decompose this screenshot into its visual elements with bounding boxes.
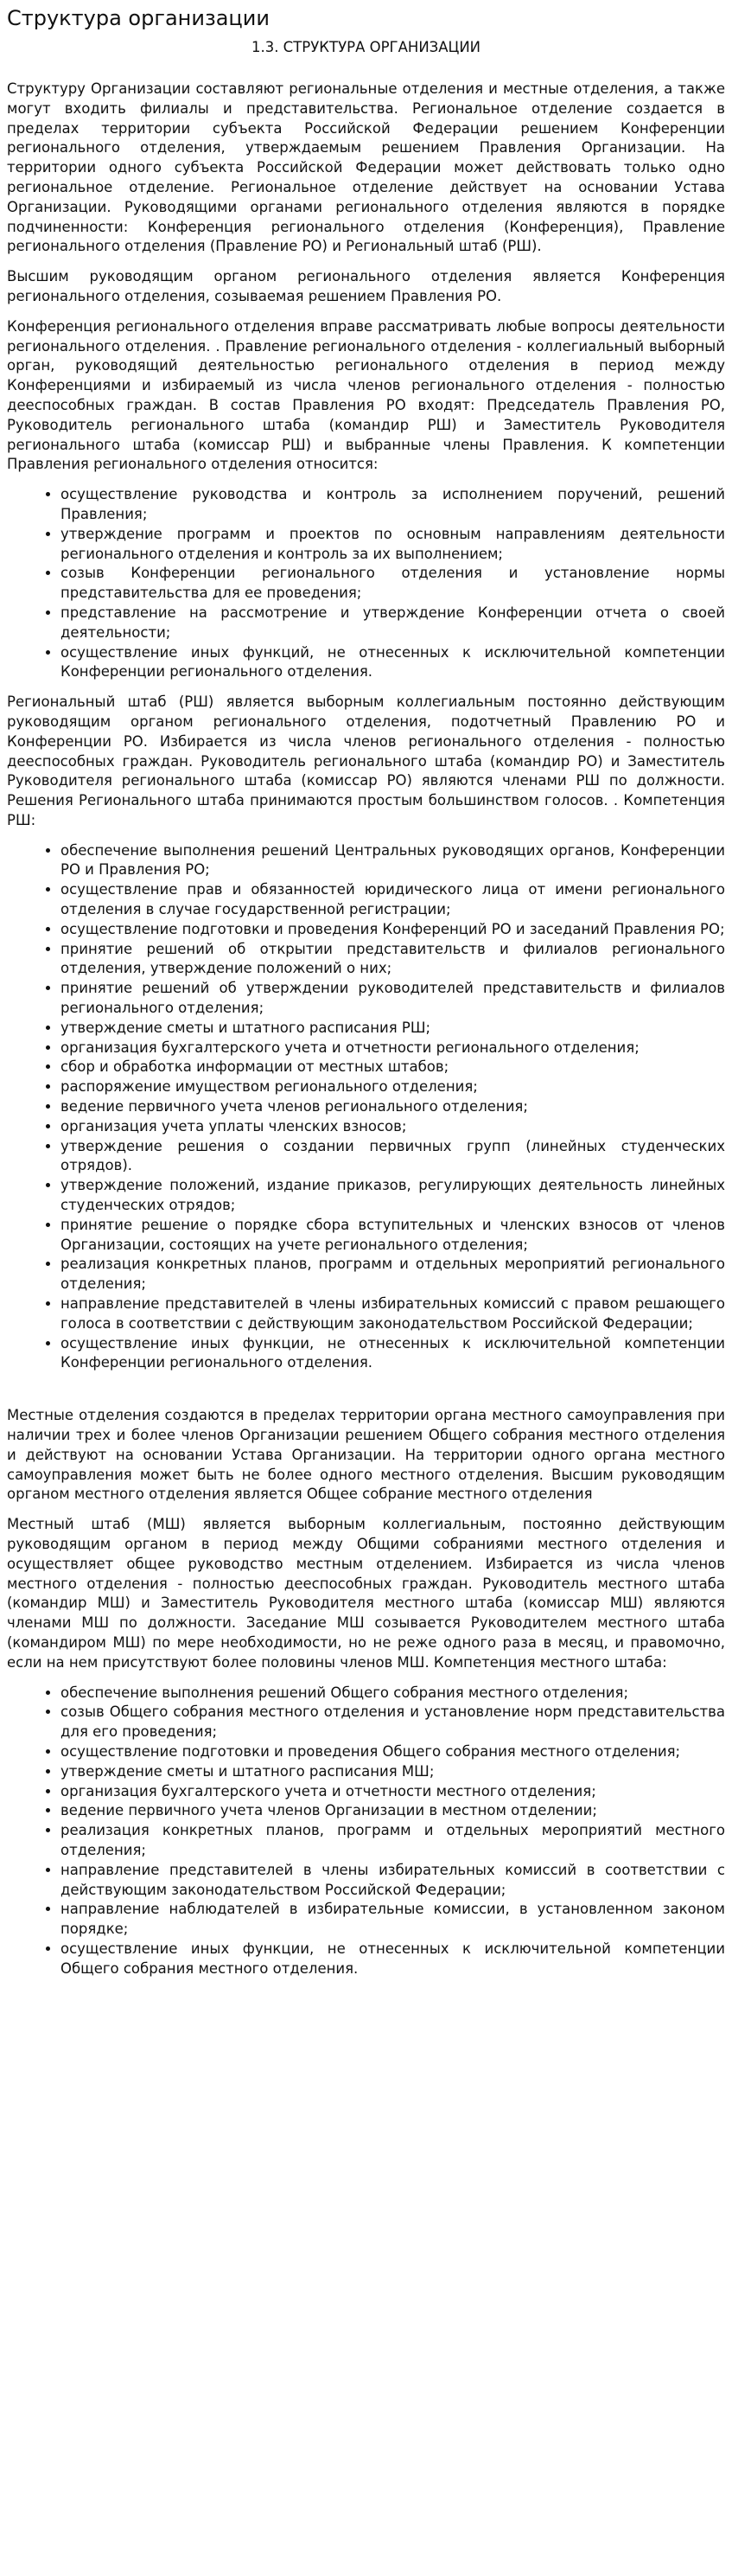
list-item: • реализация конкретных планов, программ и отдельных мероприятий регионального отделения;	[60, 1255, 725, 1294]
list-item: • направление наблюдателей в избирательные комиссии, в установленном законом порядке;	[60, 1900, 725, 1940]
list-item: • реализация конкретных планов, программ и отдельных мероприятий местного отделения;	[60, 1821, 725, 1861]
list-item: • обеспечение выполнения решений Центральных руководящих органов, Конференции РО и Правления РО;	[60, 841, 725, 881]
list-item: • представление на рассмотрение и утверждение Конференции отчета о своей деятельности;	[60, 604, 725, 643]
list-item: • созыв Общего собрания местного отделения и установление норм представительства для его проведения;	[60, 1703, 725, 1742]
list-item: • организация бухгалтерского учета и отчетности регионального отделения;	[60, 1039, 725, 1058]
section-title: 1.3. СТРУКТУРА ОРГАНИЗАЦИИ	[251, 39, 481, 55]
list-item: • утверждение положений, издание приказов, регулирующих деятельность линейных студенческих отрядов;	[60, 1176, 725, 1216]
list-item: • осуществление иных функции, не отнесенных к исключительной компетенции Общего собрания местного отделения.	[60, 1940, 725, 1979]
list-item: • организация бухгалтерского учета и отчетности местного отделения;	[60, 1782, 725, 1802]
list-item: • утверждение решения о создании первичных групп (линейных студенческих отрядов).	[60, 1137, 725, 1177]
list-item: • созыв Конференции регионального отделения и установление нормы представительства для ее проведения;	[60, 564, 725, 604]
list-item: • принятие решений об открытии представительств и филиалов регионального отделения, утверждение положений о них;	[60, 940, 725, 980]
list-item: • осуществление руководства и контроль за исполнением поручений, решений Правления;	[60, 485, 725, 525]
list-item: • сбор и обработка информации от местных штабов;	[60, 1058, 725, 1077]
list-item: • утверждение сметы и штатного расписания МШ;	[60, 1762, 725, 1782]
list-item: • направление представителей в члены избирательных комиссий в соответствии с действующим законодательством Российской Федерации;	[60, 1861, 725, 1901]
paragraph-local-hq: Местный штаб (МШ) является выборным коллегиальным, постоянно действующим руководящим органом в период между Общими собраниями местного отделения и осуществляет общее руководство местным отделением. Избирается из числа членов местного отделения - полностью дееспособных граждан. Руководитель местного штаба (командир МШ) и Заместитель Руководителя местного штаба (комиссар МШ) являются членами МШ по должности. Заседание МШ созывается Руководителем местного штаба (командиром МШ) по мере необходимости, но не реже одного раза в месяц, и правомочно, если на нем присутствуют более половины членов МШ. Компетенция местного штаба:	[7, 1516, 725, 1671]
list-item: • осуществление иных функции, не отнесенных к исключительной компетенции Конференции регионального отделения.	[60, 1334, 725, 1374]
list-item: • осуществление прав и обязанностей юридического лица от имени регионального отделения в случае государственной регистрации;	[60, 880, 725, 920]
list-item: • обеспечение выполнения решений Общего собрания местного отделения;	[60, 1684, 725, 1703]
document-body	[7, 80, 725, 1979]
list-item: • утверждение программ и проектов по основным направлениям деятельности регионального отделения и контроль за их выполнением;	[60, 525, 725, 565]
list-item: • принятие решений об утверждении руководителей представительств и филиалов регионального отделения;	[60, 979, 725, 1019]
paragraph-structure: Структуру Организации составляют региональные отделения и местные отделения, а также могут входить филиалы и представительства. Региональное отделение создается в пределах территории субъекта Российской Федерации решением Конференции регионального отделения, утверждаемым решением Правления Организации. На территории одного субъекта Российской Федерации может действовать только одно региональное отделение. Региональное отделение действует на основании Устава Организации. Руководящими органами регионального отделения являются в порядке подчиненности: Конференция регионального отделения (Конференция), Правление регионального отделения (Правление РО) и Региональный штаб (РШ).	[7, 80, 725, 255]
list-item: • ведение первичного учета членов Организации в местном отделении;	[60, 1801, 725, 1821]
regional-hq-competence-list	[7, 841, 725, 1374]
list-item: • осуществление подготовки и проведения Конференций РО и заседаний Правления РО;	[60, 920, 725, 940]
list-item: • принятие решение о порядке сбора вступительных и членских взносов от членов Организации, состоящих на учете регионального отделения;	[60, 1216, 725, 1256]
paragraph-local-branches: Местные отделения создаются в пределах территории органа местного самоуправления при наличии трех и более членов Организации решением Общего собрания местного отделения и действуют на основании Устава Организации. На территории одного органа местного самоуправления может быть не более одного местного отделения. Высшим руководящим органом местного отделения является Общее собрание местного отделения	[7, 1407, 725, 1503]
page-title: Структура организации	[7, 6, 270, 30]
list-item: • утверждение сметы и штатного расписания РШ;	[60, 1019, 725, 1039]
list-item: • осуществление иных функций, не отнесенных к исключительной компетенции Конференции регионального отделения.	[60, 643, 725, 683]
list-item: • распоряжение имуществом регионального отделения;	[60, 1077, 725, 1097]
list-item: • направление представителей в члены избирательных комиссий с правом решающего голоса в соответствии с действующим законодательством Российской Федерации;	[60, 1294, 725, 1334]
list-item: • осуществление подготовки и проведения Общего собрания местного отделения;	[60, 1742, 725, 1762]
paragraph-conference-board: Конференция регионального отделения вправе рассматривать любые вопросы деятельности регионального отделения. . Правление регионального отделения - коллегиальный выборный орган, руководящий деятельностью регионального отделения в период между Конференциями и избираемый из числа членов регионального отделения - полностью дееспособных граждан. В состав Правления РО входят: Председатель Правления РО, Руководитель регионального штаба (командир РШ) и Заместитель Руководителя регионального штаба (комиссар РШ) и выбранные члены Правления. К компетенции Правления регионального отделения относится:	[7, 317, 725, 473]
paragraph-supreme-body: Высшим руководящим органом регионального отделения является Конференция регионального отделения, созываемая решением Правления РО.	[7, 268, 725, 304]
paragraph-regional-hq: Региональный штаб (РШ) является выборным коллегиальным постоянно действующим руководящим органом регионального отделения, подотчетный Правлению РО и Конференции РО. Избирается из числа членов регионального отделения - полностью дееспособных граждан. Руководитель регионального штаба (командир РО) и Заместитель Руководителя регионального штаба (комиссар РО) являются членами РШ по должности. Решения Регионального штаба принимаются простым большинством голосов. . Компетенция РШ:	[7, 694, 725, 828]
list-item: • ведение первичного учета членов регионального отделения;	[60, 1097, 725, 1117]
list-item: • организация учета уплаты членских взносов;	[60, 1117, 725, 1137]
local-hq-competence-list	[7, 1684, 725, 1979]
board-competence-list	[7, 485, 725, 682]
